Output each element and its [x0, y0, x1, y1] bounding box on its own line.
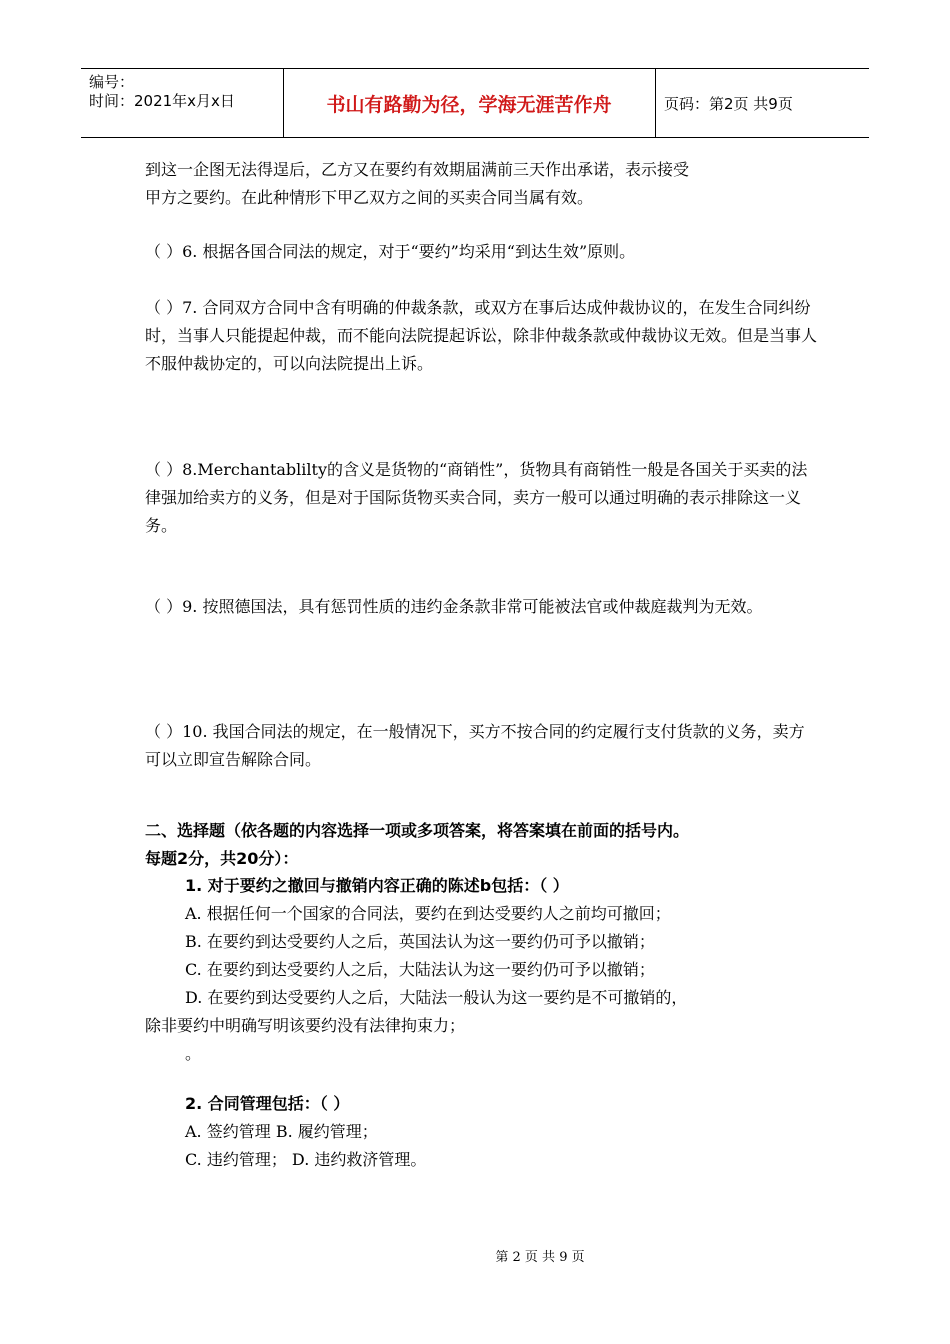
question-6: （ ）6. 根据各国合同法的规定，对于“要约”均采用“到达生效”原则。 — [145, 242, 636, 261]
mc-question-1-option-b: B. 在要约到达受要约人之后，英国法认为这一要约仍可予以撤销； — [185, 932, 655, 951]
header-page-label: 页码：第2页 共9页 — [664, 94, 793, 113]
section-2-heading-line: 二、选择题（依各题的内容选择一项或多项答案，将答案填在前面的括号内。 — [145, 821, 690, 840]
mc-question-1: 1. 对于要约之撤回与撤销内容正确的陈述b包括：（ ） — [185, 876, 569, 895]
mc-question-2: 2. 合同管理包括：（ ） — [185, 1094, 350, 1113]
mc-question-1-option-a: A. 根据任何一个国家的合同法，要约在到达受要约人之前均可撤回； — [185, 904, 671, 923]
header-table — [81, 68, 869, 138]
question-9: （ ）9. 按照德国法，具有惩罚性质的违约金条款非常可能被法官或仲裁庭裁判为无效。 — [145, 597, 763, 616]
continued-line: 到这一企图无法得逞后，乙方又在要约有效期届满前三天作出承诺，表示接受 — [145, 160, 690, 179]
continued-line: 甲方之要约。在此种情形下甲乙双方之间的买卖合同当属有效。 — [145, 188, 594, 207]
mc-question-1-end: 。 — [185, 1044, 202, 1063]
question-10: （ ）10. 我国合同法的规定，在一般情况下，买方不按合同的约定履行支付货款的义务，卖方可以立即宣告解除合同。 — [145, 722, 805, 769]
header-divider — [655, 69, 656, 137]
footer-page-number: 第 2 页 共 9 页 — [495, 1250, 585, 1265]
continued-paragraph — [145, 156, 817, 212]
mc-question-2-options-ab: A. 签约管理 B. 履约管理； — [185, 1122, 378, 1141]
section-2-heading-line: 每题2分，共20分）： — [145, 849, 299, 868]
number-label: 编号： — [89, 73, 135, 91]
question-8: （ ）8.Merchantablilty的含义是货物的“商销性”，货物具有商销性一般是各国关于买卖的法律强加给卖方的义务，但是对于国际货物买卖合同，卖方一般可以通过明确的表示排除这一义务。 — [145, 460, 808, 535]
header-motto: 书山有路勤为径，学海无涯苦作舟 — [326, 93, 612, 116]
mc-question-2-options-cd: C. 违约管理； D. 违约救济管理。 — [185, 1150, 427, 1169]
mc-question-1-option-d: D. 在要约到达受要约人之后，大陆法一般认为这一要约是不可撤销的， — [185, 988, 688, 1007]
footer — [0, 1246, 950, 1265]
header-meta — [89, 73, 235, 111]
mc-question-1-option-c: C. 在要约到达受要约人之后，大陆法认为这一要约仍可予以撤销； — [185, 960, 655, 979]
section-2-heading — [145, 817, 845, 873]
mc-question-1-option-d-cont: 除非要约中明确写明该要约没有法律拘束力； — [145, 1016, 466, 1035]
question-7: （ ）7. 合同双方合同中含有明确的仲裁条款，或双方在事后达成仲裁协议的，在发生合同纠纷时，当事人只能提起仲裁，而不能向法院提起诉讼，除非仲裁条款或仲裁协议无效。但是当事人不服仲裁协定的，可以向法院提出上诉。 — [145, 298, 818, 373]
time-label: 时间：2021年x月x日 — [89, 92, 235, 110]
